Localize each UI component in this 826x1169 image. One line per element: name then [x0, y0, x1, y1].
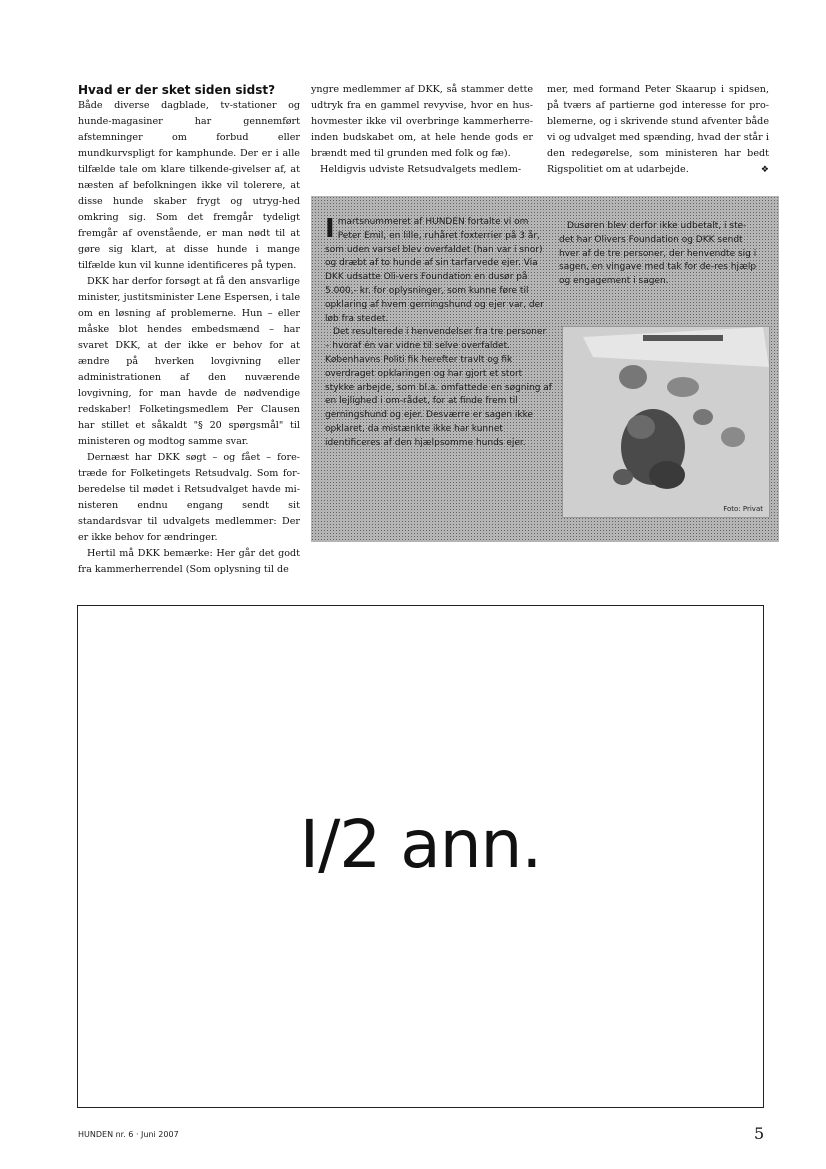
article-paragraph: Dernæst har DKK søgt – og fået – fore-træde for Folketingets Retsudvalg. Som for-beredelse til mødet i Retsudvalget havde mi-nisteren endnu engang sendt sit standardsvar til udvalgets medlemmer: Der er ikke behov for ændringer.: [78, 452, 300, 543]
page-number: 5: [754, 1124, 765, 1143]
article-paragraph: yngre medlemmer af DKK, så stammer dette udtryk fra en gammel revyvise, hvor en hus-hovmester ikke vil overbringe kammerherre-inden budskabet om, at hele hende gods er brændt med til grunden med folk og fæ).: [311, 84, 533, 159]
article-heading: Hvad er der sket siden sidst?: [78, 83, 276, 97]
article-paragraph-text: mer, med formand Peter Skaarup i spidsen, på tværs af partierne god interesse for pro-blemerne, og i skrivende stund afventer både vi og udvalget med spænding, hvad der står i den redegørelse, som ministeren har bedt Rigspolitiet om at udarbejde.: [547, 84, 769, 175]
info-box-paragraph-text: martsnummeret af HUNDEN fortalte vi om Peter Emil, en lille, ruhåret foxterrier på 3 år, som uden varsel blev overfaldet (han var i snor) og dræbt af to hunde af sin tarfarvede ejer. Via DKK udsatte Oli-vers Foundation en dusør på 5.000,- kr. for oplysninger, som kunne føre til opklaring af hvem gerningshund og ejer var, der løb fra stedet.: [325, 217, 544, 324]
ad-placeholder-label: I/2 ann.: [299, 806, 542, 883]
dog-photo: [562, 326, 770, 518]
article-paragraph: DKK har derfor forsøgt at få den ansvarlige minister, justitsminister Lene Espersen, i tale om en løsning af problemerne. Hun – eller måske blot hendes embedsmænd – har svaret DKK, at der ikke er behov for at ændre på hverken lovgivning eller administrationen af den nuværende lovgivning, for man havde de nødvendige redskaber! Folketingsmedlem Per Clausen har stillet et såkaldt "§ 20 spørgsmål" til ministeren og modtog samme svar.: [78, 276, 300, 447]
drop-cap: I: [325, 214, 335, 244]
article-column-3: [547, 82, 769, 178]
info-box-column-1: [325, 216, 553, 451]
info-box-column-2: [559, 220, 759, 289]
ad-placeholder: [77, 605, 764, 1108]
article-paragraph: Heldigvis udviste Retsudvalgets medlem-: [320, 164, 522, 175]
info-box-paragraph: Dusøren blev derfor ikke udbetalt, i ste-det har Olivers Foundation og DKK sendt hver af de tre personer, der henvendte sig i sagen, en vingave med tak for de-res hjælp og engagement i sagen.: [559, 221, 757, 287]
article-paragraph: Hertil må DKK bemærke: Her går det godt fra kammerherrendel (Som oplysning til de: [78, 548, 300, 575]
article-paragraph: Både diverse dagblade, tv-stationer og hunde-magasiner har gennemført afstemninger om forbud eller mundkurvspligt for kamphunde. Der er i alle tilfælde tale om klare tilkende-givelser af, at næsten af befolkningen ikke vil tolerere, at disse hunde skaber frygt og utryg-hed omkring sig. Som det fremgår tydeligt fremgår af ovenstående, er man nødt til at gøre sig klart, at disse hunde i mange tilfælde kun vil kunne identificeres på typen.: [78, 100, 300, 271]
article-column-2: [311, 82, 533, 178]
footer-publication: HUNDEN nr. 6 · Juni 2007: [78, 1130, 179, 1139]
article-paragraph: [547, 82, 769, 178]
info-box-paragraph: [325, 216, 553, 326]
article-column-1: [78, 82, 300, 578]
end-mark-icon: ❖: [760, 165, 769, 175]
info-box: [311, 196, 779, 542]
photo-credit: Foto: Privat: [723, 505, 763, 513]
info-box-paragraph: Det resulterede i henvendelser fra tre personer – hvoraf én var vidne til selve overfaldet. Københavns Politi fik herefter travlt og fik overdraget opklaringen og har gjort et stort stykke arbejde, som bl.a. omfattede en søgning af en lejlighed i om-rådet, for at finde frem til gerningshund og ejer. Desværre er sagen ikke opklaret, da mistænkte ikke har kunnet identificeres af den hjælpsomme hunds ejer.: [325, 327, 552, 448]
dog-photo-image: [563, 327, 769, 517]
